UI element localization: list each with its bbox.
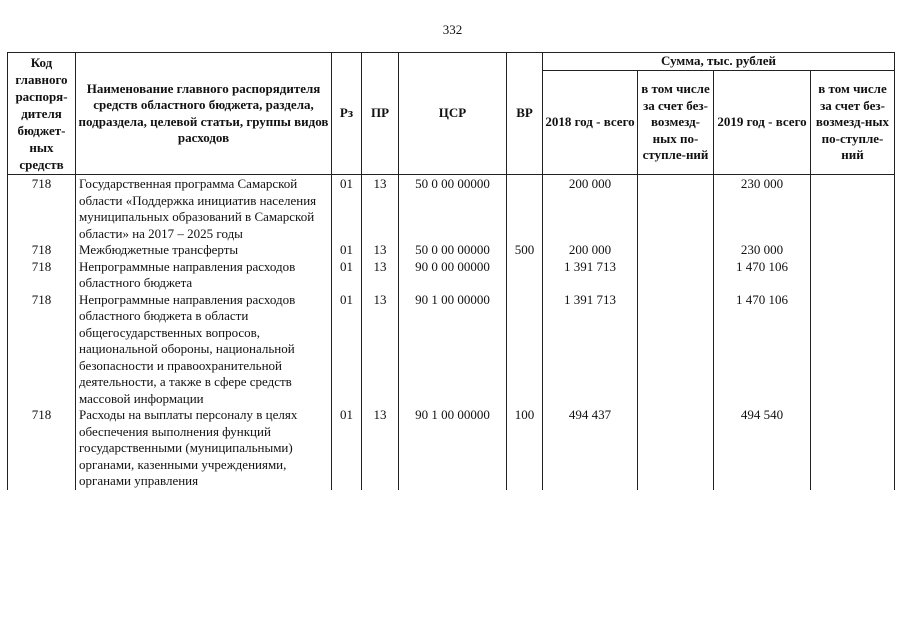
header-2018-incl: в том числе за счет без-возмезд-ных по-ступле-ний <box>638 71 714 175</box>
cell-2018-total: 200 000 <box>543 242 638 259</box>
cell-2019-total: 230 000 <box>714 175 811 243</box>
cell-vr <box>507 292 543 408</box>
cell-vr <box>507 259 543 292</box>
table-header <box>8 53 895 175</box>
cell-name: Непрограммные направления расходов областного бюджета в области общегосударственных вопросов, национальной обороны, национальной безопасности и правоохранительной деятельности, а также в сфере средств массовой информации <box>76 292 332 408</box>
header-sum: Сумма, тыс. рублей <box>543 53 895 71</box>
cell-rz: 01 <box>332 407 362 490</box>
cell-code: 718 <box>8 242 76 259</box>
cell-2018-incl <box>638 259 714 292</box>
table-row <box>8 175 895 243</box>
table-body <box>8 175 895 490</box>
budget-table <box>7 52 895 490</box>
header-code: Код главного распоря-дителя бюджет-ных средств <box>8 53 76 175</box>
cell-pr: 13 <box>362 242 399 259</box>
cell-2018-incl <box>638 175 714 243</box>
cell-2019-total: 230 000 <box>714 242 811 259</box>
cell-2018-total: 1 391 713 <box>543 292 638 408</box>
cell-name: Государственная программа Самарской области «Поддержка инициатив населения муниципальных образований в Самарской области» на 2017 – 2025 годы <box>76 175 332 243</box>
cell-pr: 13 <box>362 292 399 408</box>
cell-2019-incl <box>811 407 895 490</box>
cell-2018-incl <box>638 242 714 259</box>
cell-2019-incl <box>811 175 895 243</box>
header-2019-incl: в том числе за счет без-возмезд-ных по-ступле-ний <box>811 71 895 175</box>
cell-csr: 50 0 00 00000 <box>399 175 507 243</box>
cell-2018-incl <box>638 292 714 408</box>
cell-pr: 13 <box>362 259 399 292</box>
cell-vr: 100 <box>507 407 543 490</box>
cell-2019-total: 494 540 <box>714 407 811 490</box>
cell-csr: 90 0 00 00000 <box>399 259 507 292</box>
cell-2019-incl <box>811 292 895 408</box>
cell-rz: 01 <box>332 175 362 243</box>
header-name: Наименование главного распорядителя средств областного бюджета, раздела, подраздела, целевой статьи, группы видов расходов <box>76 53 332 175</box>
table-row <box>8 292 895 408</box>
cell-code: 718 <box>8 407 76 490</box>
header-csr: ЦСР <box>399 53 507 175</box>
cell-2018-total: 1 391 713 <box>543 259 638 292</box>
cell-vr: 500 <box>507 242 543 259</box>
cell-code: 718 <box>8 292 76 408</box>
cell-rz: 01 <box>332 259 362 292</box>
cell-2018-incl <box>638 407 714 490</box>
table-row <box>8 242 895 259</box>
cell-csr: 90 1 00 00000 <box>399 407 507 490</box>
table-row <box>8 259 895 292</box>
cell-2019-incl <box>811 242 895 259</box>
cell-csr: 90 1 00 00000 <box>399 292 507 408</box>
cell-2019-total: 1 470 106 <box>714 292 811 408</box>
cell-pr: 13 <box>362 407 399 490</box>
cell-code: 718 <box>8 259 76 292</box>
cell-name: Непрограммные направления расходов областного бюджета <box>76 259 332 292</box>
cell-2018-total: 494 437 <box>543 407 638 490</box>
cell-name: Межбюджетные трансферты <box>76 242 332 259</box>
header-pr: ПР <box>362 53 399 175</box>
table-row <box>8 407 895 490</box>
cell-2019-total: 1 470 106 <box>714 259 811 292</box>
header-2019-total: 2019 год - всего <box>714 71 811 175</box>
cell-vr <box>507 175 543 243</box>
cell-2018-total: 200 000 <box>543 175 638 243</box>
header-2018-total: 2018 год - всего <box>543 71 638 175</box>
cell-pr: 13 <box>362 175 399 243</box>
cell-code: 718 <box>8 175 76 243</box>
cell-name: Расходы на выплаты персоналу в целях обеспечения выполнения функций государственными (муниципальными) органами, казенными учреждениями, органами управления <box>76 407 332 490</box>
cell-2019-incl <box>811 259 895 292</box>
header-rz: Рз <box>332 53 362 175</box>
cell-csr: 50 0 00 00000 <box>399 242 507 259</box>
cell-rz: 01 <box>332 242 362 259</box>
cell-rz: 01 <box>332 292 362 408</box>
page-number: 332 <box>442 22 463 37</box>
header-vr: ВР <box>507 53 543 175</box>
